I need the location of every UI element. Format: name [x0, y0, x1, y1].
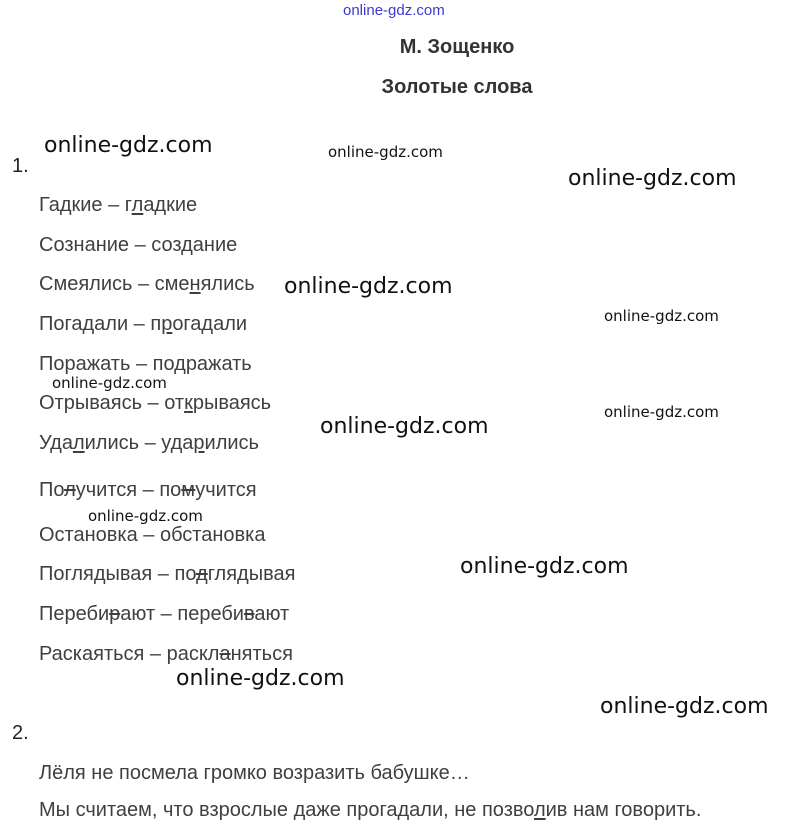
- word-pair: [39, 603, 289, 626]
- underlined-letter: л: [131, 194, 144, 216]
- underlined-letter: д: [181, 234, 193, 256]
- watermark: online-gdz.com: [44, 133, 213, 158]
- word-pair: [39, 524, 265, 547]
- text-segment: рываясь: [192, 392, 272, 414]
- text-segment: Погадали – п: [39, 313, 162, 335]
- text-segment: Поражать – по: [39, 353, 175, 375]
- word-pair: [39, 392, 271, 415]
- word-pair: [39, 234, 237, 257]
- watermark: online-gdz.com: [600, 694, 769, 719]
- text-segment: ялись: [200, 273, 255, 295]
- text-segment: Созн: [39, 234, 85, 256]
- answer-sentence-2: [39, 799, 701, 822]
- text-segment: ание: [192, 234, 238, 256]
- word-pair: [39, 479, 257, 502]
- text-segment: учится – по: [75, 479, 182, 501]
- struck-letter: л: [64, 479, 76, 501]
- text-segment: Смеялись – сме: [39, 273, 190, 295]
- text-segment: ив нам говорить.: [545, 799, 702, 821]
- story-title: Золотые слова: [381, 76, 533, 98]
- struck-letter: а: [219, 643, 231, 665]
- text-segment: ились – уда: [84, 432, 194, 454]
- text-segment: учится: [195, 479, 257, 501]
- struck-letter: д: [196, 563, 208, 585]
- watermark: online-gdz.com: [176, 666, 345, 691]
- text-segment: По: [39, 479, 65, 501]
- watermark: online-gdz.com: [88, 507, 203, 525]
- answer-sentence-1: Лёля не посмела громко возразить бабушке…: [39, 762, 470, 784]
- text-segment: огадали: [172, 313, 248, 335]
- word-pair: [39, 432, 259, 455]
- text-segment: Гадкие – г: [39, 194, 132, 216]
- struck-letter: в: [243, 603, 255, 625]
- underlined-letter: л: [72, 432, 85, 454]
- watermark: online-gdz.com: [568, 166, 737, 191]
- text-segment: Переби: [39, 603, 110, 625]
- watermark: online-gdz.com: [320, 414, 489, 439]
- watermark: online-gdz.com: [328, 143, 443, 161]
- watermark: online-gdz.com: [52, 374, 167, 392]
- word-pair: [39, 313, 247, 336]
- word-pair: [39, 563, 295, 586]
- word-pair: [39, 273, 255, 296]
- text-segment: ают – переби: [120, 603, 244, 625]
- struck-letter: р: [109, 603, 121, 625]
- text-segment: а: [84, 234, 96, 256]
- underlined-letter: д: [174, 353, 186, 375]
- word-pair: [39, 194, 197, 217]
- text-segment: ают: [254, 603, 290, 625]
- underlined-letter: к: [184, 392, 193, 414]
- text-segment: Отрываясь – от: [39, 392, 185, 414]
- author-name: М. Зощенко: [399, 36, 515, 58]
- text-segment: Уда: [39, 432, 73, 454]
- watermark: online-gdz.com: [604, 307, 719, 325]
- watermark: online-gdz.com: [604, 403, 719, 421]
- text-segment: Остановка – обстановка: [39, 524, 266, 546]
- word-pair: [39, 353, 252, 376]
- watermark: online-gdz.com: [284, 274, 453, 299]
- text-segment: Раскаяться – раскл: [39, 643, 220, 665]
- underlined-letter: р: [161, 313, 173, 335]
- underlined-letter: р: [193, 432, 205, 454]
- text-segment: Мы считаем, что взрослые даже прогадали, не позво: [39, 799, 534, 821]
- word-pair: [39, 643, 293, 666]
- text-segment: ражать: [185, 353, 252, 375]
- underlined-letter: л: [533, 799, 546, 821]
- section-1-number: 1.: [12, 155, 29, 177]
- text-segment: адкие: [143, 194, 198, 216]
- text-segment: ние – соз: [95, 234, 182, 256]
- struck-letter: м: [181, 479, 196, 501]
- text-segment: Поглядывая – по: [39, 563, 197, 585]
- watermark: online-gdz.com: [460, 554, 629, 579]
- top-watermark: online-gdz.com: [343, 2, 445, 19]
- text-segment: глядывая: [207, 563, 296, 585]
- text-segment: няться: [230, 643, 293, 665]
- text-segment: ились: [204, 432, 259, 454]
- underlined-letter: н: [189, 273, 201, 295]
- section-2-number: 2.: [12, 722, 29, 744]
